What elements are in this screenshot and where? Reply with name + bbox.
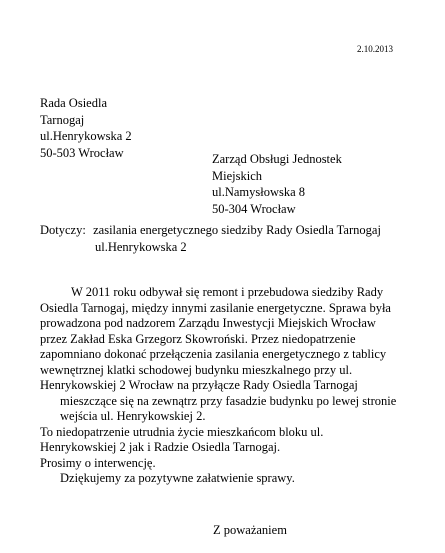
body-line: Osiedla Tarnogaj, między innymi zasilanie energetyczne. Sprawa była <box>40 300 391 315</box>
sender-address <box>40 95 132 161</box>
subject-line: ul.Henrykowska 2 <box>95 239 187 254</box>
recipient-line: ul.Namysłowska 8 <box>212 185 306 199</box>
letter-date: 2.10.2013 <box>357 44 393 54</box>
sender-line: ul.Henrykowska 2 <box>40 129 132 143</box>
body-line: przez Zakład Eska Grzegorz Skowroński. Przez niedopatrzenie <box>40 331 356 346</box>
body-line: wejścia ul. Henrykowskiej 2. <box>60 409 206 423</box>
body-line: Henrykowskiej 2 jak i Radzie Osiedla Tarnogaj. <box>40 440 281 454</box>
subject-block <box>40 222 381 255</box>
sender-line: Rada Osiedla <box>40 96 107 110</box>
sender-line: 50-503 Wrocław <box>40 145 124 160</box>
subject-line: zasilania energetycznego siedziby Rady Osiedla Tarnogaj <box>93 223 381 237</box>
recipient-line: 50-304 Wrocław <box>212 201 296 216</box>
subject-label: Dotyczy: <box>40 223 86 237</box>
recipient-line: Miejskich <box>212 168 262 183</box>
sender-line: Tarnogaj <box>40 112 85 127</box>
body-line: zapomniano dokonać przełączenia zasilania energetycznego z tablicy <box>40 347 387 361</box>
recipient-line: Zarząd Obsługi Jednostek <box>212 152 342 166</box>
closing-salutation: Z poważaniem <box>213 523 287 537</box>
body-line: wewnętrznej klatki schodowej budynku mieszkalnego przy ul. <box>40 362 353 377</box>
body-line: Prosimy o interwencję. <box>40 455 156 470</box>
letter-body <box>40 285 400 487</box>
recipient-address <box>212 151 342 217</box>
body-line: mieszczące się na zewnątrz przy fasadzie budynku po lewej stronie <box>60 393 397 408</box>
body-line: Henrykowskiej 2 Wrocław na przyłącze Rady Osiedla Tarnogaj <box>40 378 358 392</box>
body-line: To niedopatrzenie utrudnia życie mieszkańcom bloku ul. <box>40 424 324 439</box>
body-line: W 2011 roku odbywał się remont i przebudowa siedziby Rady <box>71 285 384 299</box>
body-line: prowadzona pod nadzorem Zarządu Inwestycji Miejskich Wrocław <box>40 316 376 330</box>
body-line: Dziękujemy za pozytywne załatwienie sprawy. <box>60 471 295 485</box>
